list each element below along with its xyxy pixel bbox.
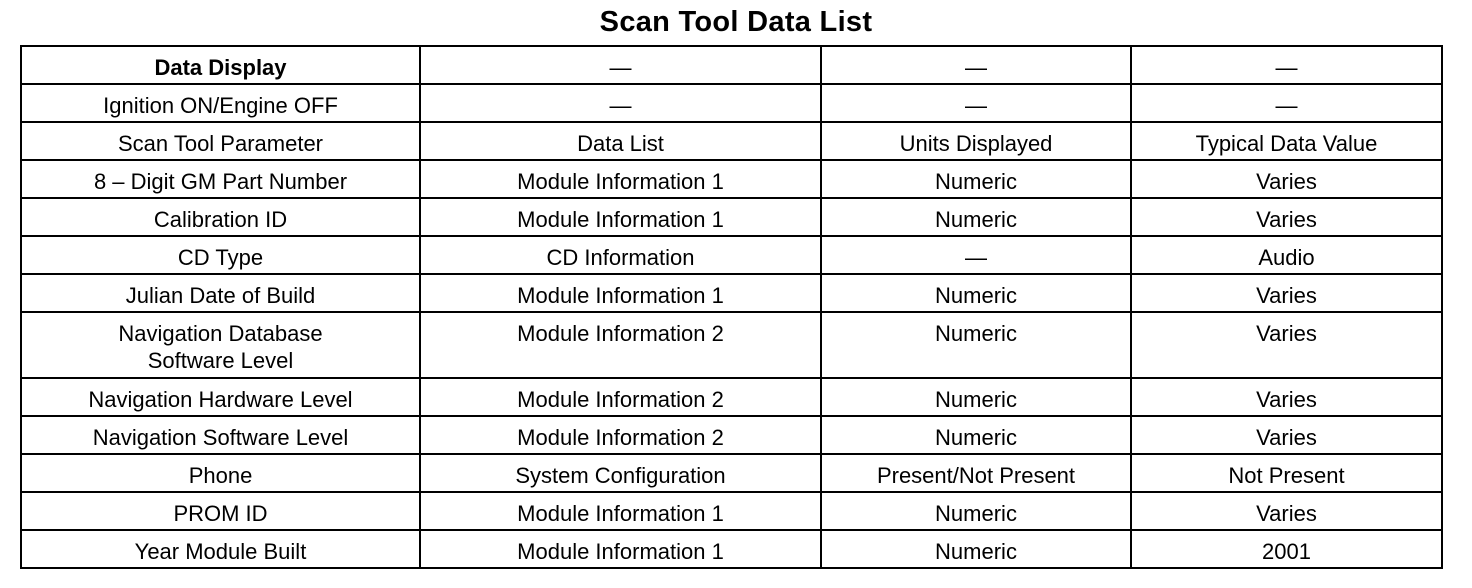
typical-value-cell: Varies (1131, 492, 1442, 530)
data-list-cell: System Configuration (420, 454, 821, 492)
typical-value-cell: Varies (1131, 416, 1442, 454)
typical-value-cell: Varies (1131, 378, 1442, 416)
parameter-cell (21, 312, 420, 378)
units-cell: Numeric (821, 198, 1131, 236)
units-cell: — (821, 236, 1131, 274)
parameter-cell: 8 – Digit GM Part Number (21, 160, 420, 198)
column-header-parameter: Scan Tool Parameter (21, 122, 420, 160)
typical-value-cell: — (1131, 46, 1442, 84)
table-row (21, 274, 1442, 312)
typical-value-cell: 2001 (1131, 530, 1442, 568)
data-list-cell: — (420, 46, 821, 84)
table-row (21, 492, 1442, 530)
units-cell: Numeric (821, 416, 1131, 454)
units-cell: Present/Not Present (821, 454, 1131, 492)
typical-value-cell: Varies (1131, 312, 1442, 378)
units-cell: Numeric (821, 492, 1131, 530)
parameter-cell: Year Module Built (21, 530, 420, 568)
parameter-cell: Navigation Software Level (21, 416, 420, 454)
column-header-data-list: Data List (420, 122, 821, 160)
data-list-cell: Module Information 1 (420, 274, 821, 312)
units-cell: Numeric (821, 312, 1131, 378)
typical-value-cell: Varies (1131, 198, 1442, 236)
data-list-cell: Module Information 1 (420, 198, 821, 236)
typical-value-cell: — (1131, 84, 1442, 122)
table-row (21, 454, 1442, 492)
data-list-cell: Module Information 1 (420, 160, 821, 198)
parameter-cell: CD Type (21, 236, 420, 274)
parameter-cell: Navigation Hardware Level (21, 378, 420, 416)
table-row (21, 46, 1442, 84)
scan-tool-data-table (20, 45, 1443, 569)
units-cell: Numeric (821, 378, 1131, 416)
data-list-cell: — (420, 84, 821, 122)
table-row (21, 84, 1442, 122)
data-list-cell: CD Information (420, 236, 821, 274)
table-row (21, 160, 1442, 198)
typical-value-cell: Varies (1131, 160, 1442, 198)
parameter-cell: Calibration ID (21, 198, 420, 236)
data-list-cell: Module Information 1 (420, 492, 821, 530)
column-header-typical-value: Typical Data Value (1131, 122, 1442, 160)
typical-value-cell: Not Present (1131, 454, 1442, 492)
parameter-cell: Data Display (21, 46, 420, 84)
table-row (21, 312, 1442, 378)
table-row (21, 416, 1442, 454)
parameter-line: Navigation Database (118, 321, 323, 346)
units-cell: Numeric (821, 160, 1131, 198)
table-row (21, 378, 1442, 416)
units-cell: Numeric (821, 274, 1131, 312)
parameter-cell: Julian Date of Build (21, 274, 420, 312)
units-cell: Numeric (821, 530, 1131, 568)
parameter-line: Software Level (147, 348, 294, 373)
data-list-cell: Module Information 2 (420, 312, 821, 378)
parameter-cell: Phone (21, 454, 420, 492)
typical-value-cell: Varies (1131, 274, 1442, 312)
table-row (21, 236, 1442, 274)
table-row (21, 530, 1442, 568)
table-header-row (21, 122, 1442, 160)
parameter-cell: PROM ID (21, 492, 420, 530)
data-list-cell: Module Information 2 (420, 416, 821, 454)
typical-value-cell: Audio (1131, 236, 1442, 274)
units-cell: — (821, 84, 1131, 122)
page-title: Scan Tool Data List (599, 6, 873, 38)
parameter-cell: Ignition ON/Engine OFF (21, 84, 420, 122)
table-row (21, 198, 1442, 236)
units-cell: — (821, 46, 1131, 84)
data-list-cell: Module Information 2 (420, 378, 821, 416)
data-list-cell: Module Information 1 (420, 530, 821, 568)
column-header-units: Units Displayed (821, 122, 1131, 160)
